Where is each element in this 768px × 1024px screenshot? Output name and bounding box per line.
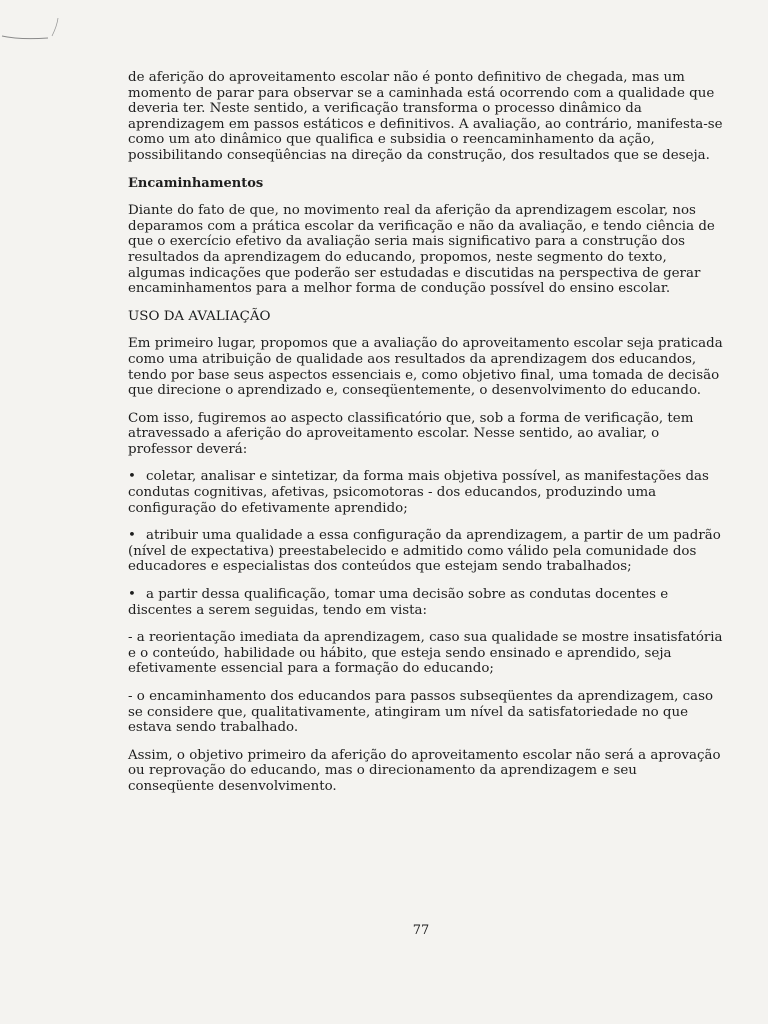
bullet-item — [128, 528, 726, 575]
bullet-item — [128, 587, 726, 618]
bullet-icon: • — [128, 587, 136, 603]
bullet-text: a partir dessa qualificação, tomar uma decisão sobre as condutas docentes e discentes a serem seguidas, tendo em vista: — [128, 587, 669, 618]
paragraph-intro: de aferição do aproveitamento escolar não é ponto definitivo de chegada, mas um momento de parar para observar se a caminhada está ocorrendo com a qualidade que deveria ter. Neste sentido, a verificação transforma o processo dinâmico da aprendizagem em passos estáticos e definitivos. A avaliação, ao contrário, manifesta-se como um ato dinâmico que qualifica e subsidia o reencaminhamento da ação, possibilitando conseqüências na direção da construção, dos resultados que se deseja. — [128, 70, 723, 163]
document-body — [128, 70, 726, 807]
section-heading-encaminhamentos: Encaminhamentos — [128, 175, 264, 191]
paragraph-primeiro-lugar: Em primeiro lugar, propomos que a avaliação do aproveitamento escolar seja praticada como uma atribuição de qualidade aos resultados da aprendizagem dos educandos, tendo por base seus aspectos essenciais e, como objetivo final, uma tomada de decisão que direcione o aprendizado e, conseqüentemente, o desenvolvimento do educando. — [128, 336, 723, 399]
bullet-icon: • — [128, 528, 136, 544]
bullet-text: atribuir uma qualidade a essa configuração da aprendizagem, a partir de um padrão (nível de expectativa) preestabelecido e admitido como válido pela comunidade dos educadores e especialistas dos conteúdos que estejam sendo trabalhados; — [128, 528, 721, 575]
dash-item-reorientacao: - a reorientação imediata da aprendizagem, caso sua qualidade se mostre insatisfatória e o conteúdo, habilidade ou hábito, que esteja sendo ensinado e aprendido, seja efetivamente essencial para a formação do educando; — [128, 630, 723, 677]
bullet-text: coletar, analisar e sintetizar, da forma mais objetiva possível, as manifestações das condutas cognitivas, afetivas, psicomotoras - dos educandos, produzindo uma configuração do efetivamente aprendido; — [128, 469, 709, 516]
page-number: 77 — [412, 923, 430, 938]
paragraph-diante: Diante do fato de que, no movimento real da aferição da aprendizagem escolar, nos deparamos com a prática escolar da verificação e não da avaliação, e tendo ciência de que o exercício efetivo da avaliação seria mais significativo para a construção dos resultados da aprendizagem do educando, propomos, neste segmento do texto, algumas indicações que poderão ser estudadas e discutidas na perspectiva de gerar encaminhamentos para a melhor forma de condução possível do ensino escolar. — [128, 203, 715, 297]
bullet-icon: • — [128, 469, 136, 485]
dash-item-encaminhamento: - o encaminhamento dos educandos para passos subseqüentes da aprendizagem, caso se considere que, qualitativamente, atingiram um nível da satisfatoriedade no que estava sendo trabalhado. — [128, 689, 714, 736]
paragraph-com-isso: Com isso, fugiremos ao aspecto classificatório que, sob a forma de verificação, tem atravessado a aferição do aproveitamento escolar. Nesse sentido, ao avaliar, o professor deverá: — [128, 410, 694, 457]
corner-pen-mark — [0, 0, 70, 50]
paragraph-assim: Assim, o objetivo primeiro da aferição do aproveitamento escolar não será a aprovação ou reprovação do educando, mas o direcionamento da aprendizagem e seu conseqüente desenvolvimento. — [128, 747, 721, 794]
bullet-item — [128, 469, 726, 516]
section-heading-uso-da-avaliacao: USO DA AVALIAÇÃO — [128, 308, 271, 324]
